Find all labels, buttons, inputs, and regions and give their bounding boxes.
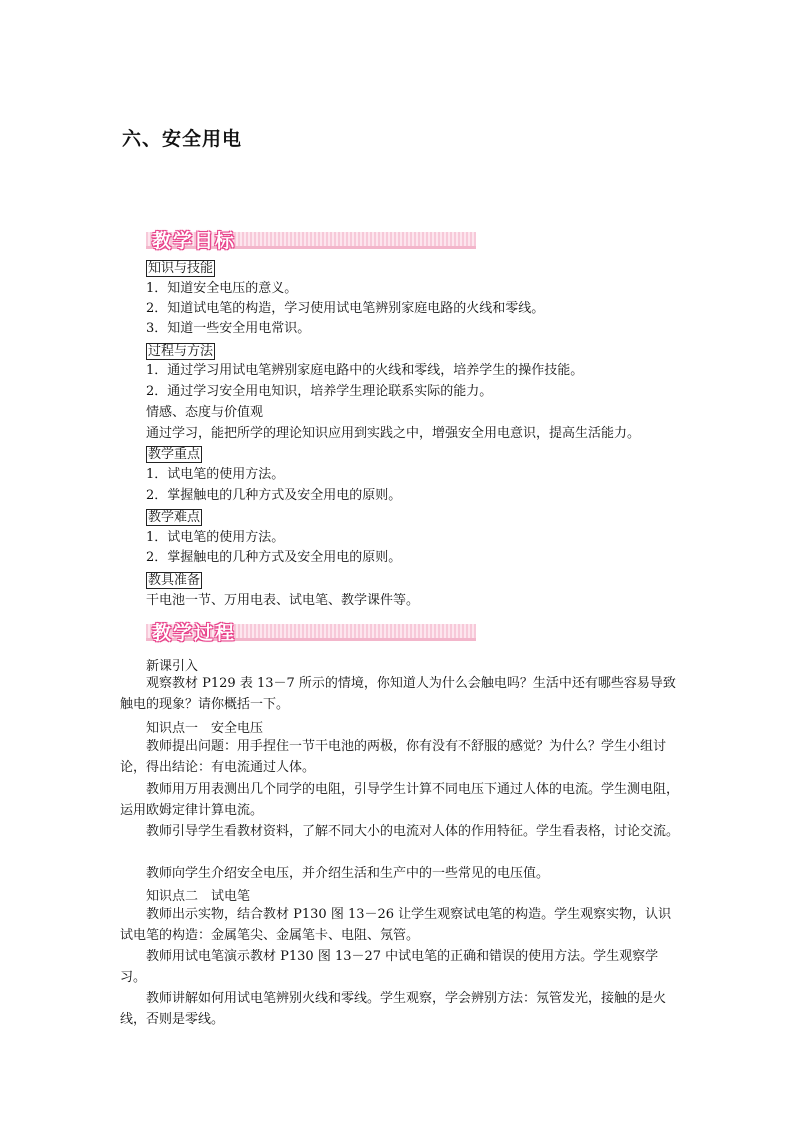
list-item: 1．试电笔的使用方法。 (146, 467, 285, 482)
emotion-values-text: 通过学习，能把所学的理论知识应用到实践之中，增强安全用电意识，提高生活能力。 (146, 426, 641, 441)
kp1-heading: 知识点一 安全电压 (146, 721, 264, 736)
emotion-values-heading: 情感、态度与价值观 (146, 405, 264, 420)
list-item: 2．掌握触电的几种方式及安全用电的原则。 (146, 550, 402, 565)
kp2-paragraph: 教师出示实物，结合教材 P130 图 13－26 让学生观察试电笔的构造。学生观察实物，认识试电笔的构造：金属笔尖、金属笔卡、电阻、氖管。 (120, 907, 672, 943)
teaching-aids-text: 干电池一节、万用电表、试电笔、教学课件等。 (146, 593, 420, 608)
kp1-paragraph: 教师提出问题：用手捏住一节干电池的两极，你有没有不舒服的感觉？为什么？学生小组讨论，得出结论：有电流通过人体。 (120, 739, 667, 775)
kp2-heading: 知识点二 试电笔 (146, 889, 251, 904)
process-banner (146, 618, 476, 646)
key-points-heading: 教学重点 (148, 447, 201, 462)
process-banner-label: 教学过程 (152, 622, 237, 644)
process-methods-heading: 过程与方法 (148, 344, 214, 359)
list-item: 1．通过学习用试电笔辨别家庭电路中的火线和零线，培养学生的操作技能。 (146, 363, 584, 378)
difficult-points-heading: 教学难点 (148, 510, 201, 525)
list-item: 1．知道安全电压的意义。 (146, 281, 298, 296)
teaching-aids-heading: 教具准备 (148, 573, 201, 588)
kp1-paragraph: 教师向学生介绍安全电压，并介绍生活和生产中的一些常见的电压值。 (146, 866, 550, 881)
list-item: 3．知道一些安全用电常识。 (146, 321, 311, 336)
objectives-banner (146, 226, 476, 254)
list-item: 2．掌握触电的几种方式及安全用电的原则。 (146, 488, 402, 503)
kp2-paragraph: 教师用试电笔演示教材 P130 图 13－27 中试电笔的正确和错误的使用方法。学生观察学习。 (120, 949, 659, 985)
list-item: 2．知道试电笔的构造，学习使用试电笔辨别家庭电路的火线和零线。 (146, 301, 545, 316)
objectives-banner-label: 教学目标 (152, 230, 237, 252)
knowledge-skills-heading: 知识与技能 (148, 261, 214, 276)
intro-paragraph: 观察教材 P129 表 13－7 所示的情境，你知道人为什么会触电吗？生活中还有哪些容易导致触电的现象？请你概括一下。 (120, 676, 676, 712)
kp1-paragraph: 教师引导学生看教材资料，了解不同大小的电流对人体的作用特征。学生看表格，讨论交流。 (146, 824, 680, 839)
kp1-paragraph: 教师用万用表测出几个同学的电阻，引导学生计算不同电压下通过人体的电流。学生测电阻，运用欧姆定律计算电流。 (120, 782, 680, 818)
page-title: 六、安全用电 (122, 128, 243, 150)
list-item: 1．试电笔的使用方法。 (146, 530, 285, 545)
intro-heading: 新课引入 (146, 659, 199, 674)
kp2-paragraph: 教师讲解如何用试电笔辨别火线和零线。学生观察，学会辨别方法：氖管发光，接触的是火线，否则是零线。 (120, 991, 667, 1027)
list-item: 2．通过学习安全用电知识，培养学生理论联系实际的能力。 (146, 384, 493, 399)
